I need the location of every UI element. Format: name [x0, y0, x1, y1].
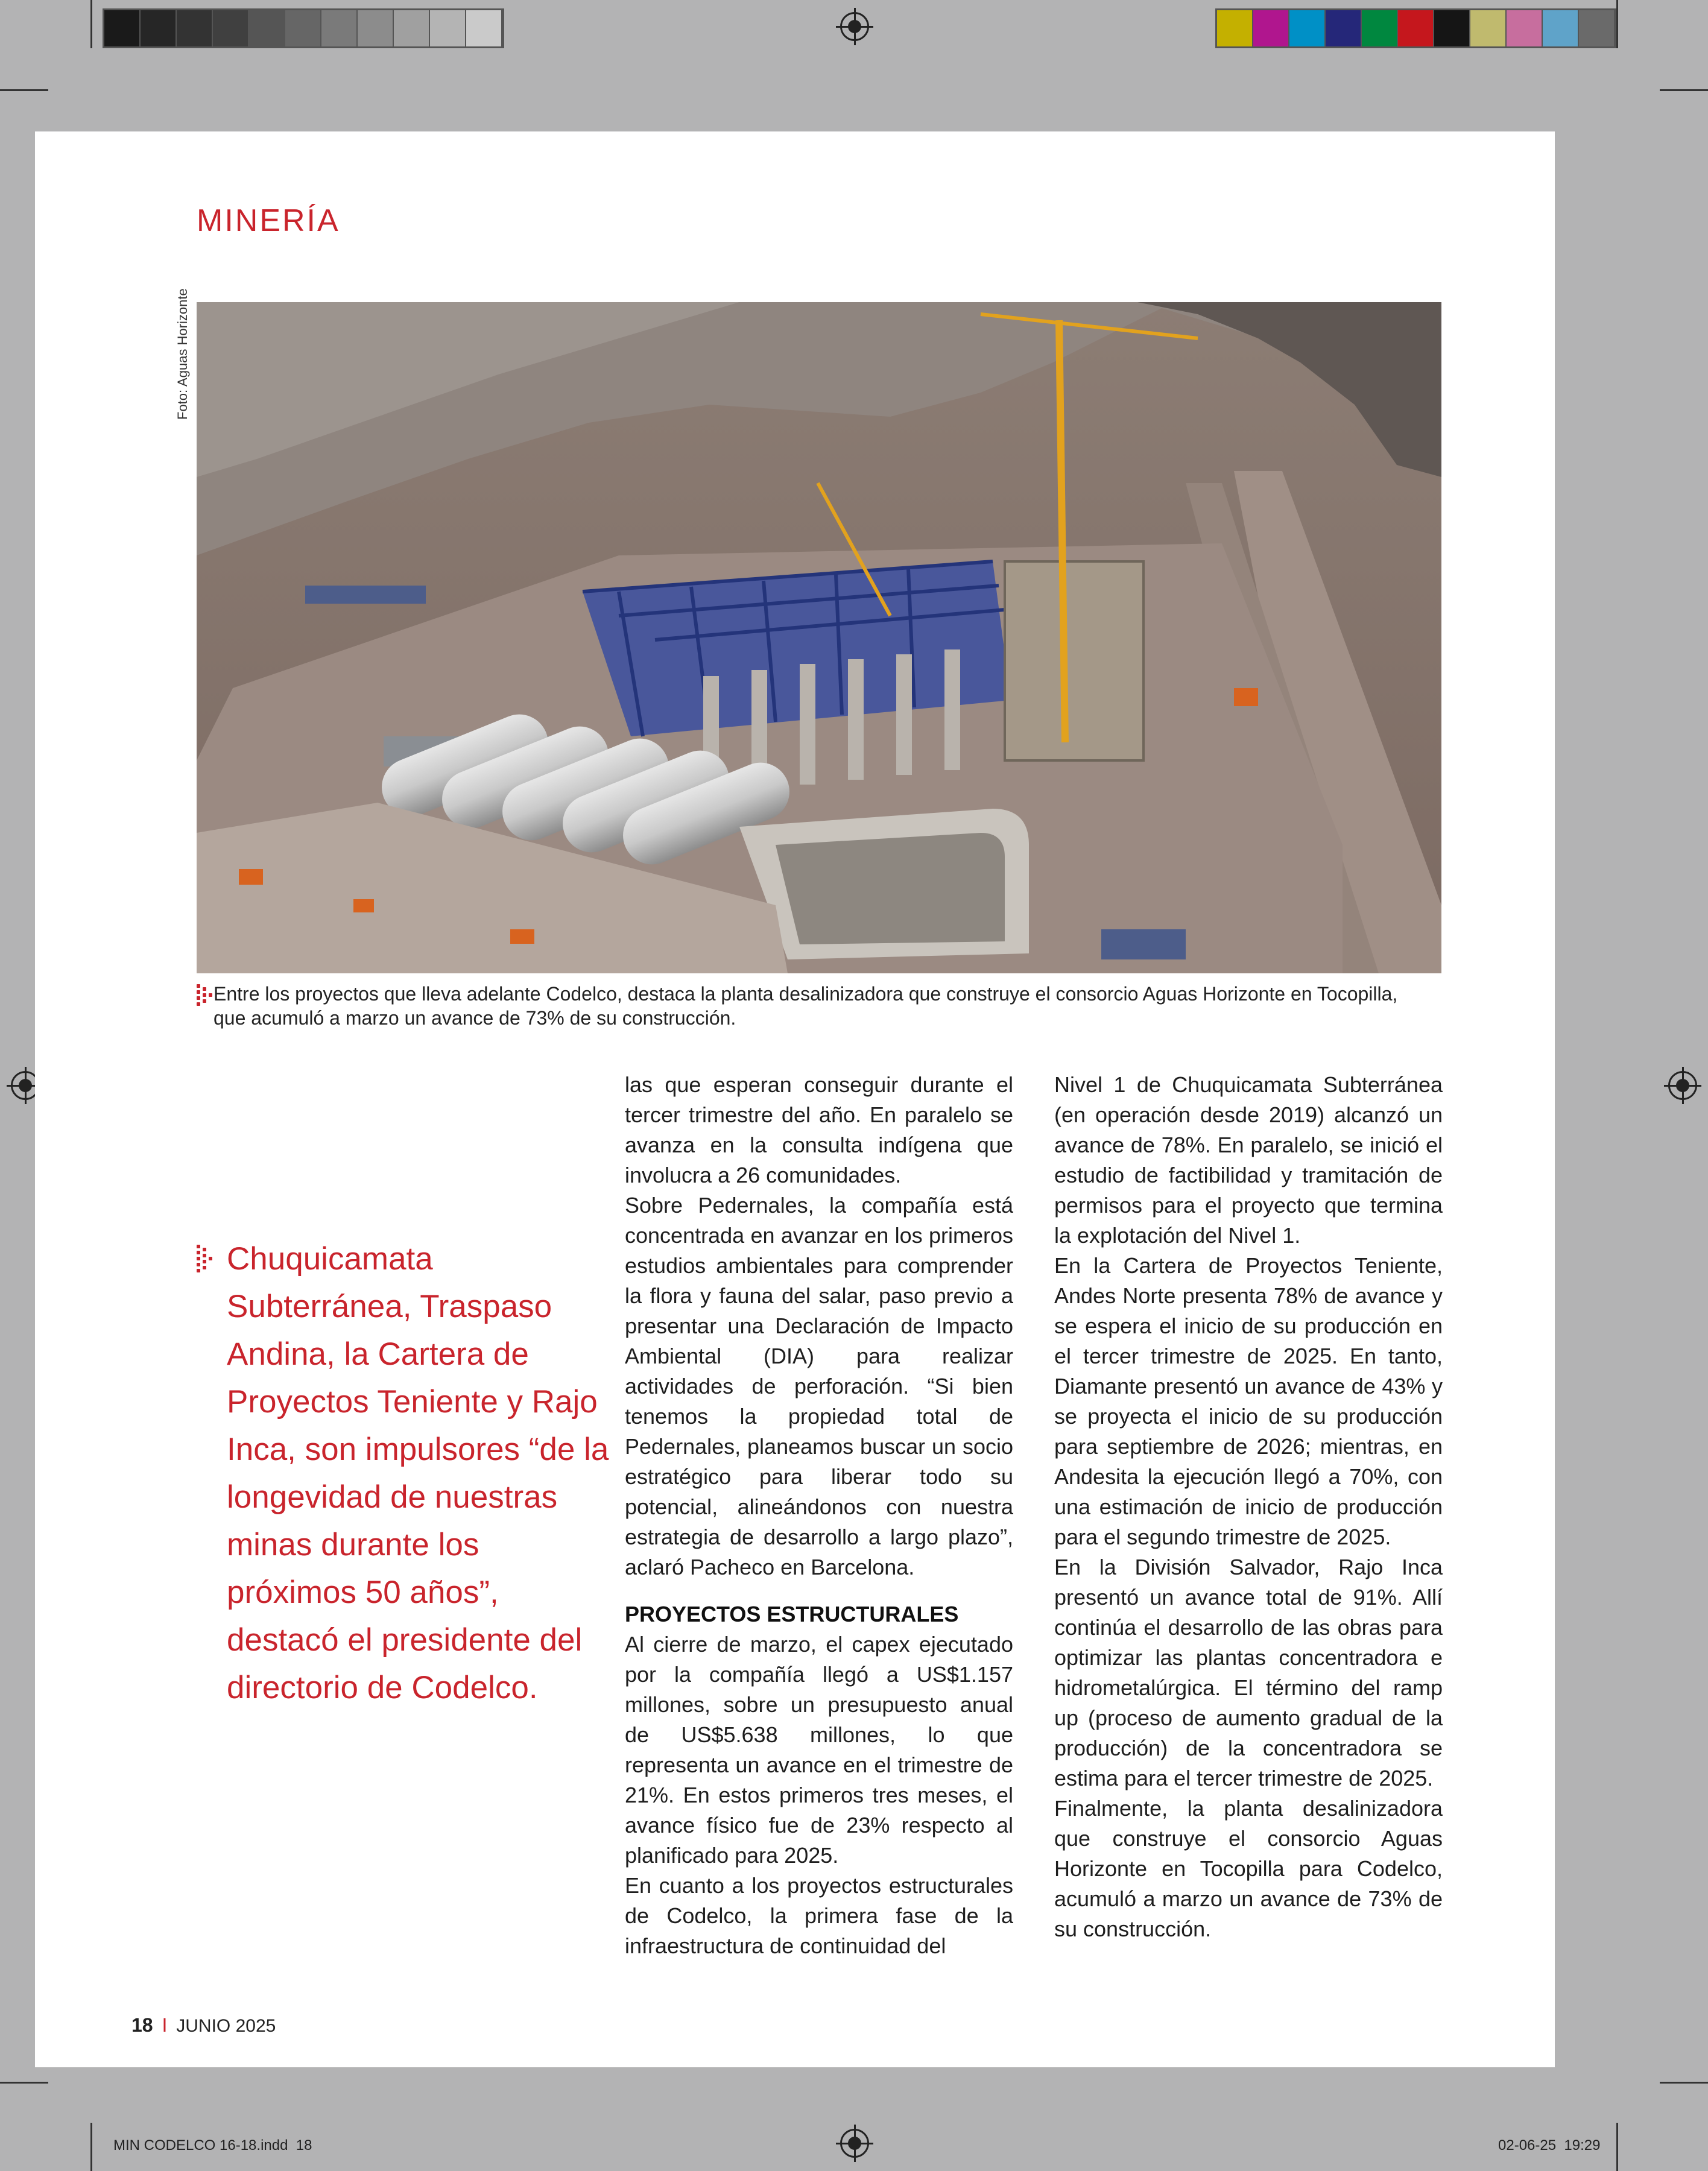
grayscale-color-bar — [103, 8, 504, 48]
pullquote-bullet-icon — [197, 1245, 215, 1266]
gray-swatch — [466, 10, 502, 46]
paragraph: Finalmente, la planta desalinizadora que construye el consorcio Aguas Horizonte en Tocopilla para Codelco, acumuló a marzo un avance de 73% de su construcción. — [1054, 1796, 1443, 1941]
page-folio — [131, 2014, 276, 2037]
paragraph: Al cierre de marzo, el capex ejecutado por la compañía llegó a US$1.157 millones, sobre un presupuesto anual de US$5.638 millones, lo que representa un avance en el trimestre de 21%. En estos primeros tres meses, el avance físico fue de 23% respecto al planificado para 2025. — [625, 1632, 1013, 1868]
subheading: PROYECTOS ESTRUCTURALES — [625, 1602, 959, 1626]
process-swatch — [1470, 10, 1507, 46]
caption-line-1: Entre los proyectos que lleva adelante Codelco, destaca la planta desalinizadora que construye el consorcio Aguas Horizonte en Tocopilla, — [214, 983, 1398, 1005]
crop-mark — [0, 89, 48, 91]
gray-swatch — [249, 10, 285, 46]
process-swatch — [1543, 10, 1579, 46]
slug-date: 02-06-25 — [1498, 2137, 1557, 2154]
magazine-page — [35, 131, 1555, 2067]
gray-swatch — [141, 10, 177, 46]
process-swatch — [1398, 10, 1434, 46]
page-number: 18 — [131, 2014, 153, 2036]
paragraph: las que esperan conseguir durante el tercer trimestre del año. En paralelo se avanza en la consulta indígena que involucra a 26 comunidades. — [625, 1072, 1013, 1187]
crop-mark — [1616, 0, 1618, 48]
caption-bullet-icon — [197, 984, 215, 1006]
registration-mark-bottom — [840, 2129, 869, 2158]
paragraph: En cuanto a los proyectos estructurales de Codelco, la primera fase de la infraestructura de continuidad del — [625, 1873, 1013, 1958]
process-swatch — [1362, 10, 1398, 46]
gray-swatch — [321, 10, 358, 46]
crop-mark — [1660, 2082, 1708, 2084]
section-title: MINERÍA — [197, 203, 340, 238]
process-swatch — [1289, 10, 1326, 46]
process-swatch — [1579, 10, 1615, 46]
gray-swatch — [394, 10, 430, 46]
photo-credit: Foto: Aguas Horizonte — [175, 288, 190, 420]
paragraph: En la División Salvador, Rajo Inca presentó un avance total de 91%. Allí continúa el desarrollo de las obras para optimizar las plantas concentradora e hidrometalúrgica. El término del ramp up (proceso de aumento gradual de la producción) de la concentradora se estima para el tercer trimestre de 2025. — [1054, 1555, 1443, 1790]
crop-mark — [1616, 2123, 1618, 2171]
pull-quote: Chuquicamata Subterránea, Traspaso Andina, la Cartera de Proyectos Teniente y Rajo Inca, son impulsores “de la longevidad de nuestras minas durante los próximos 50 años”, destacó el presidente del directorio de Codelco. — [227, 1241, 609, 1705]
desalination-plant-photo — [197, 302, 1441, 973]
gray-swatch — [285, 10, 321, 46]
process-swatch — [1326, 10, 1362, 46]
paragraph: Nivel 1 de Chuquicamata Subterránea (en operación desde 2019) alcanzó un avance de 78%. En paralelo, se inició el estudio de factibilidad y tramitación de permisos para el proyecto que termina la explotación del Nivel 1. — [1054, 1072, 1443, 1248]
crop-mark — [1660, 89, 1708, 91]
issue-date: JUNIO 2025 — [176, 2016, 276, 2036]
process-swatch — [1434, 10, 1470, 46]
gray-swatch — [213, 10, 249, 46]
slug-page: 18 — [296, 2137, 312, 2154]
article-column-1 — [625, 1070, 1013, 1961]
process-swatch — [1253, 10, 1289, 46]
article-column-2 — [1054, 1070, 1443, 1944]
gray-swatch — [430, 10, 466, 46]
paragraph: En la Cartera de Proyectos Teniente, Andes Norte presenta 78% de avance y se espera el inicio de su producción en el tercer trimestre de 2025. En tanto, Diamante presentó un avance de 43% y se proyecta el inicio de su producción para septiembre de 2026; mientras, en Andesita la ejecución llegó a 70%, con una estimación de inicio de producción para el segundo trimestre de 2025. — [1054, 1253, 1443, 1549]
paragraph: Sobre Pedernales, la compañía está concentrada en avanzar en los primeros estudios ambientales para comprender la flora y fauna del salar, paso previo a presentar una Declaración de Impacto Ambiental (DIA) para realizar actividades de perforación. “Si bien tenemos la propiedad total de Pedernales, planeamos buscar un socio estratégico para liberar todo su potencial, alineándonos con nuestra estrategia de desarrollo a largo plazo”, aclaró Pacheco en Barcelona. — [625, 1193, 1013, 1579]
process-color-bar — [1215, 8, 1617, 48]
crop-mark — [90, 0, 92, 48]
registration-mark-right — [1668, 1071, 1697, 1100]
process-swatch — [1217, 10, 1253, 46]
caption-line-2: que acumuló a marzo un avance de 73% de su construcción. — [214, 1007, 736, 1029]
gray-swatch — [104, 10, 141, 46]
slug-filename: MIN CODELCO 16-18.indd — [113, 2137, 288, 2154]
slug-file-info — [113, 2137, 312, 2154]
gray-swatch — [177, 10, 213, 46]
crop-mark — [0, 2082, 48, 2084]
registration-mark-top — [840, 12, 869, 41]
slug-timestamp — [1498, 2137, 1600, 2154]
process-swatch — [1507, 10, 1543, 46]
photo-caption — [214, 982, 1444, 1030]
gray-swatch — [358, 10, 394, 46]
folio-separator: I — [162, 2014, 168, 2036]
crop-mark — [90, 2123, 92, 2171]
slug-time: 19:29 — [1564, 2137, 1601, 2154]
